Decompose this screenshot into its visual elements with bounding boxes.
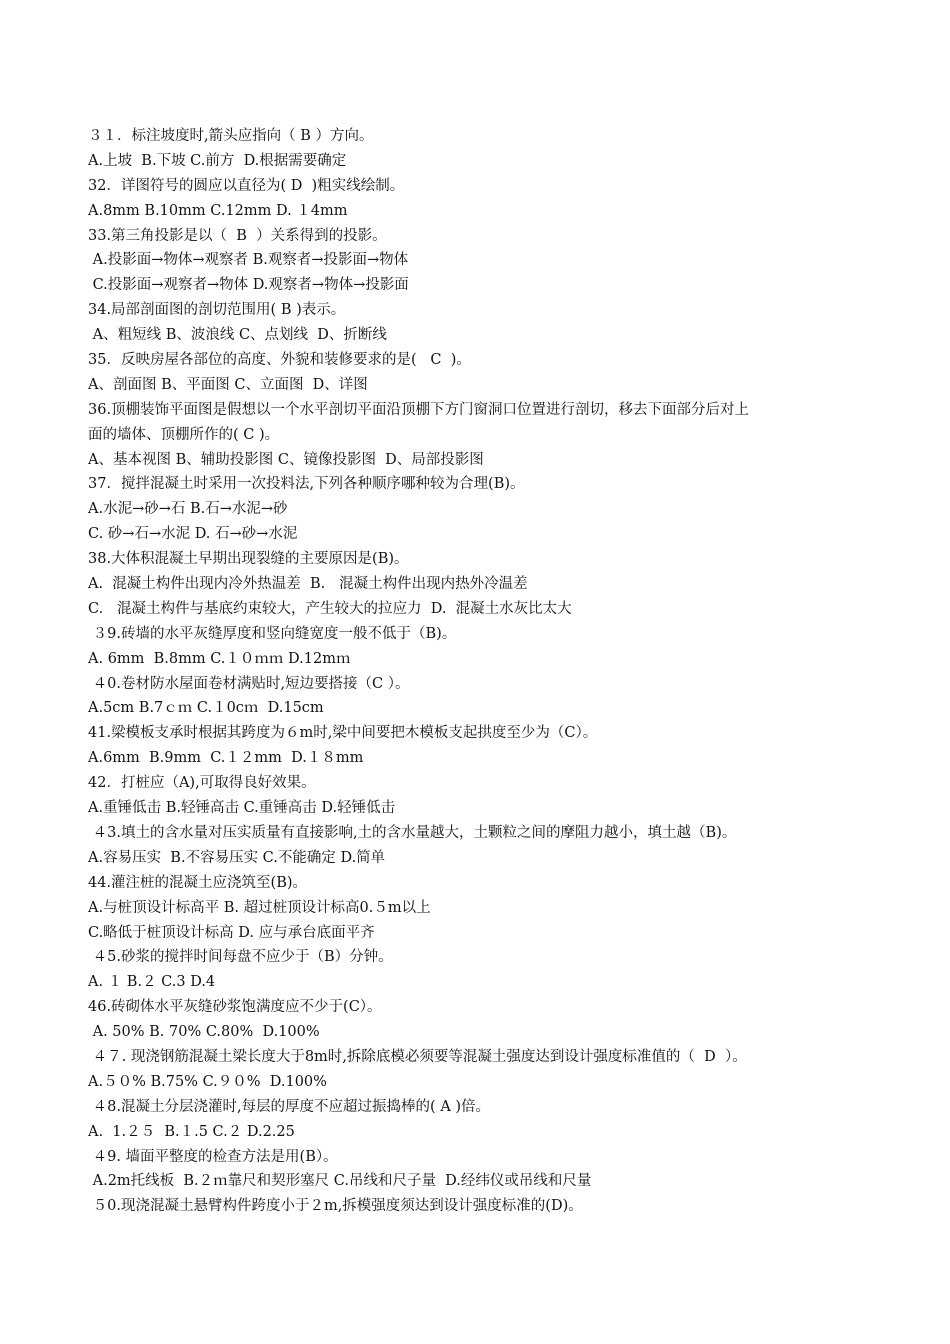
text-line: 35．反映房屋各部位的高度、外貌和装修要求的是( C )。 [88, 352, 471, 369]
text-line: A.2m托线板 B.２ｍ靠尺和契形塞尺 C.吊线和尺子量 D.经纬仪或吊线和尺量 [88, 1173, 592, 1190]
text-line: A.与桩顶设计标高平 B. 超过桩顶设计标高0.５m以上 [88, 899, 431, 916]
text-line: 37．搅拌混凝土时采用一次投料法,下列各种顺序哪种较为合理(B)。 [88, 476, 525, 493]
text-line: A. 6mm B.8mm C.１０ｍｍ D.12mｍ [88, 650, 351, 667]
text-line: 44.灌注桩的混凝土应浇筑至(B)。 [88, 874, 308, 891]
text-line: ５0.现浇混凝土悬臂构件跨度小于２m,拆模强度须达到设计强度标准的(D)。 [88, 1198, 583, 1215]
text-line: 36.顶棚装饰平面图是假想以一个水平剖切平面沿顶棚下方门窗洞口位置进行剖切，移去下面部分后对上 [88, 401, 750, 418]
text-line: ４3.填土的含水量对压实质量有直接影响,土的含水量越大，土颗粒之间的摩阻力越小，填土越（B)。 [88, 824, 737, 841]
text-line: ４７. 现浇钢筋混凝土梁长度大于8m时,拆除底模必须要等混凝土强度达到设计强度标准值的（ D ）。 [88, 1048, 747, 1065]
text-line: C.投影面→观察者→物体 D.观察者→物体→投影面 [88, 277, 409, 294]
text-line: A.投影面→物体→观察者 B.观察者→投影面→物体 [88, 252, 409, 269]
text-line: C.略低于桩顶设计标高 D. 应与承台底面平齐 [88, 924, 375, 941]
text-line: ３9.砖墙的水平灰缝厚度和竖向缝宽度一般不低于（B)。 [88, 625, 457, 642]
text-line: ３１．标注坡度时,箭头应指向（ B ）方向。 [88, 128, 374, 144]
text-line: 面的墙体、顶棚所作的( C )。 [88, 426, 280, 443]
text-line: ４5.砂浆的搅拌时间每盘不应少于（B）分钟。 [88, 949, 393, 966]
text-line: A. 混凝土构件出现内冷外热温差 B. 混凝土构件出现内热外冷温差 [88, 576, 528, 593]
text-line: 42．打桩应（A),可取得良好效果。 [88, 775, 316, 792]
text-line: 46.砖砌体水平灰缝砂浆饱满度应不少于(C）。 [88, 999, 382, 1016]
question-list [88, 124, 878, 1219]
text-line: A.上坡 B.下坡 C.前方 D.根据需要确定 [88, 152, 347, 169]
text-line: A.6mm B.9mm C.１２mm D.１８mm [88, 750, 364, 767]
text-line: ４0.卷材防水屋面卷材满贴时,短边要搭接（C ）。 [88, 675, 410, 692]
text-line: ４9. 墙面平整度的检查方法是用(B）。 [88, 1148, 338, 1165]
text-line: A.水泥→砂→石 B.石→水泥→砂 [88, 501, 288, 518]
text-line: A. １ B.２ C.3 D.4 [88, 974, 216, 991]
text-line: A.5cm B.7ｃｍ C.１0cｍ D.15cm [88, 700, 324, 717]
text-line: A. 50% B. 70% C.80% D.100% [88, 1024, 320, 1041]
text-line: A. 1.２５ B.１.5 C.２ D.2.25 [88, 1123, 295, 1140]
text-line: A、剖面图 B、平面图 C、立面图 D、详图 [88, 376, 368, 393]
text-line: ４8.混凝土分层浇灌时,每层的厚度不应超过振捣棒的( A )倍。 [88, 1098, 491, 1115]
text-line: 41.梁模板支承时根据其跨度为６m时,梁中间要把木模板支起拱度至少为（C）。 [88, 725, 598, 742]
text-line: A.8mm B.10mm C.12mm D. １4mm [88, 202, 348, 219]
text-line: 32．详图符号的圆应以直径为( D )粗实线绘制。 [88, 177, 405, 194]
text-line: 38.大体积混凝土早期出现裂缝的主要原因是(B)。 [88, 551, 409, 568]
text-line: 34.局部剖面图的剖切范围用( B )表示。 [88, 302, 346, 319]
text-line: A、粗短线 B、波浪线 C、点划线 D、折断线 [88, 327, 387, 344]
text-line: C. 混凝土构件与基底约束较大，产生较大的拉应力 D. 混凝土水灰比太大 [88, 600, 572, 617]
text-line: 33.第三角投影是以（ B ）关系得到的投影。 [88, 227, 387, 244]
text-line: C. 砂→石→水泥 D. 石→砂→水泥 [88, 526, 298, 543]
text-line: A.５０% B.75% C.９０% D.100% [88, 1073, 327, 1090]
text-line: A、基本视图 B、辅助投影图 C、镜像投影图 D、局部投影图 [88, 451, 484, 468]
text-line: A.重锤低击 B.轻锤高击 C.重锤高击 D.轻锤低击 [88, 800, 396, 817]
text-line: A.容易压实 B.不容易压实 C.不能确定 D.简单 [88, 849, 386, 866]
